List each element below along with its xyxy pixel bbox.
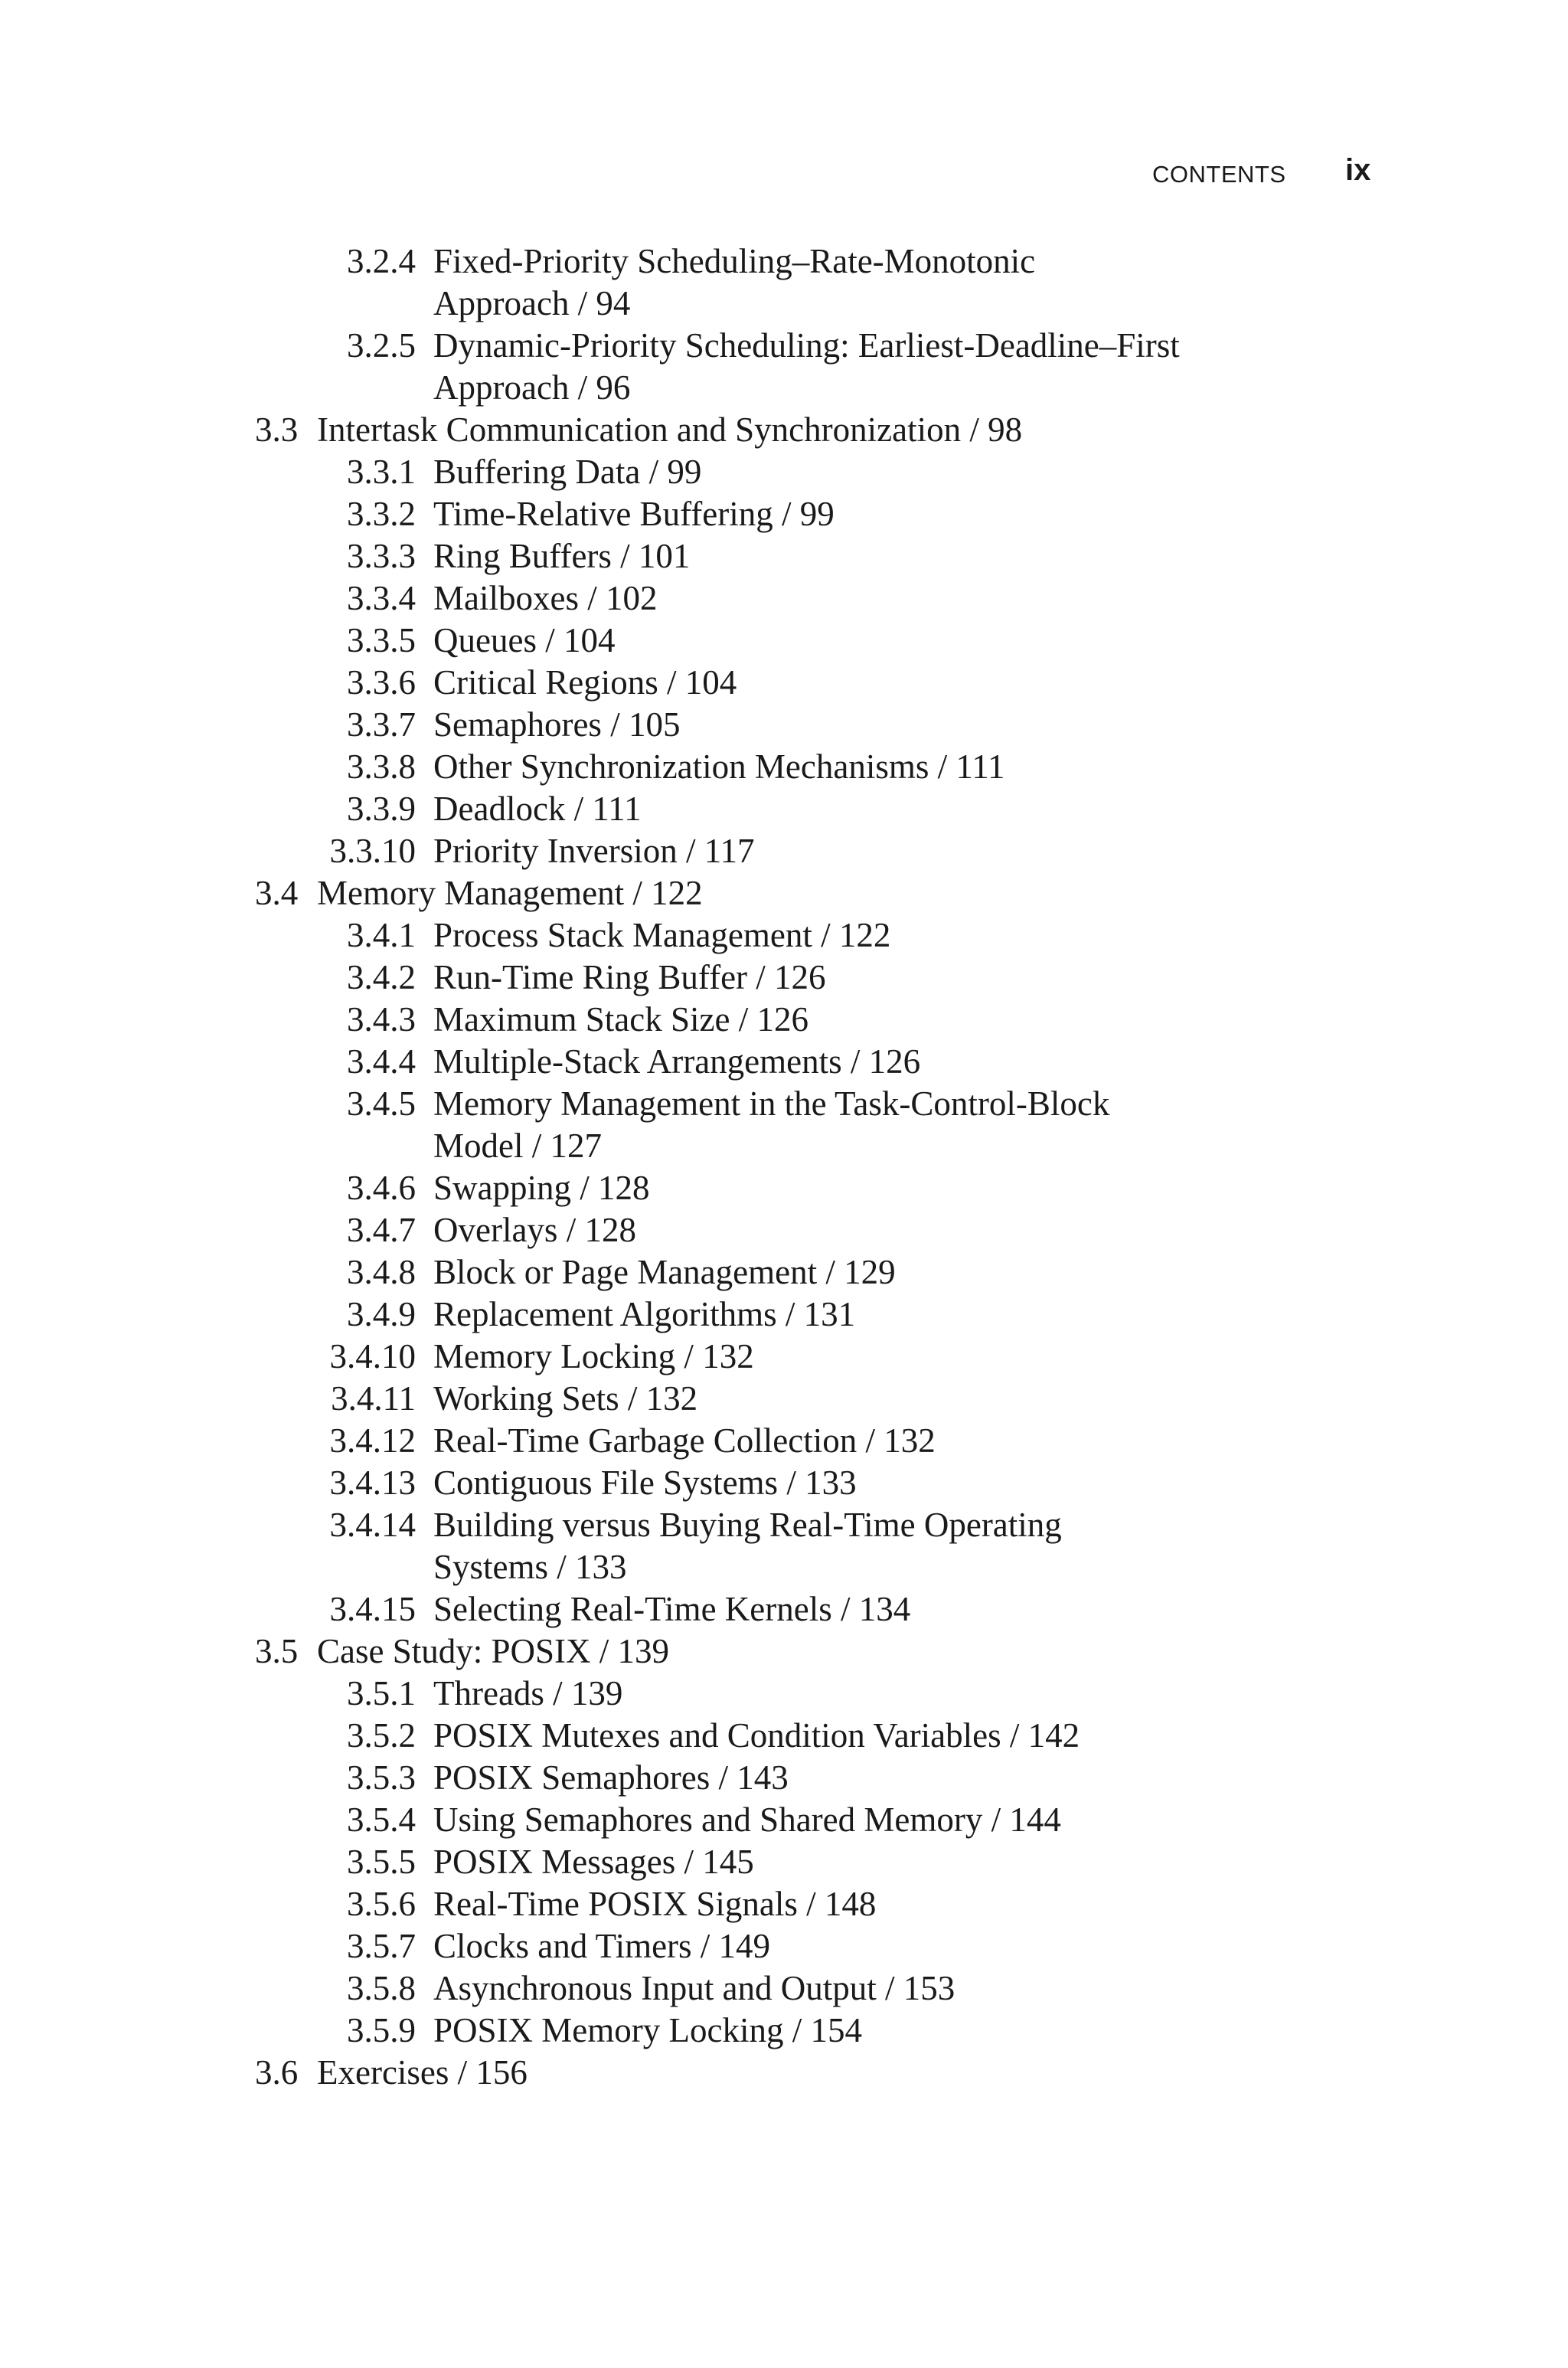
toc-subsection-entry xyxy=(0,493,1568,535)
toc-subsection-entry xyxy=(0,1883,1568,1925)
toc-entry-number: 3.4.14 xyxy=(329,1506,416,1544)
toc-entry-number: 3.4.1 xyxy=(347,916,416,954)
toc-entry-title: Contiguous File Systems / 133 xyxy=(433,1464,857,1502)
toc-entry-number: 3.4.6 xyxy=(347,1169,416,1207)
toc-subsection-entry xyxy=(0,1588,1568,1630)
toc-entry-number: 3.4.7 xyxy=(347,1211,416,1249)
toc-entry-continuation: Approach / 96 xyxy=(433,368,631,407)
toc-subsection-entry xyxy=(0,914,1568,957)
toc-entry-number: 3.5 xyxy=(255,1632,299,1670)
toc-entry-number: 3.3.2 xyxy=(347,495,416,533)
toc-entry-title: POSIX Mutexes and Condition Variables / 142 xyxy=(433,1716,1080,1755)
toc-entry-number: 3.5.4 xyxy=(347,1801,416,1839)
running-head-section-label: CONTENTS xyxy=(1152,161,1286,188)
toc-entry-title: Multiple-Stack Arrangements / 126 xyxy=(433,1042,921,1081)
toc-section-entry xyxy=(0,409,1568,451)
toc-subsection-entry xyxy=(0,1967,1568,2010)
table-of-contents xyxy=(0,240,1568,2094)
toc-entry-number: 3.4.2 xyxy=(347,958,416,996)
toc-entry-number: 3.3.5 xyxy=(347,621,416,659)
toc-entry-title: Threads / 139 xyxy=(433,1674,623,1712)
toc-subsection-entry xyxy=(0,1799,1568,1841)
toc-entry-number: 3.4.13 xyxy=(329,1464,416,1502)
toc-entry-number: 3.3 xyxy=(255,410,299,449)
toc-entry-number: 3.5.8 xyxy=(347,1969,416,2007)
toc-entry-number: 3.5.5 xyxy=(347,1843,416,1881)
toc-entry-number: 3.5.1 xyxy=(347,1674,416,1712)
toc-entry-title: Queues / 104 xyxy=(433,621,616,659)
page-number: ix xyxy=(1345,153,1371,187)
toc-entry-title: Overlays / 128 xyxy=(433,1211,636,1249)
toc-subsection-entry xyxy=(0,240,1568,325)
toc-entry-title: Clocks and Timers / 149 xyxy=(433,1927,771,1965)
toc-entry-title: Memory Locking / 132 xyxy=(433,1337,754,1375)
toc-entry-number: 3.4.10 xyxy=(329,1337,416,1375)
toc-subsection-entry xyxy=(0,1925,1568,1967)
toc-entry-title: Run-Time Ring Buffer / 126 xyxy=(433,958,826,996)
toc-entry-title: Process Stack Management / 122 xyxy=(433,916,891,954)
toc-entry-title: Using Semaphores and Shared Memory / 144 xyxy=(433,1801,1061,1839)
toc-entry-number: 3.3.6 xyxy=(347,663,416,702)
toc-subsection-entry xyxy=(0,1504,1568,1588)
toc-entry-number: 3.4.8 xyxy=(347,1253,416,1291)
toc-entry-title: Semaphores / 105 xyxy=(433,705,681,744)
toc-entry-number: 3.6 xyxy=(255,2053,299,2092)
toc-entry-title: Time-Relative Buffering / 99 xyxy=(433,495,835,533)
toc-entry-number: 3.4.12 xyxy=(329,1421,416,1460)
toc-subsection-entry xyxy=(0,1378,1568,1420)
toc-subsection-entry xyxy=(0,1083,1568,1167)
toc-entry-title: Selecting Real-Time Kernels / 134 xyxy=(433,1590,911,1628)
toc-subsection-entry xyxy=(0,830,1568,872)
toc-entry-title: Working Sets / 132 xyxy=(433,1379,698,1418)
toc-subsection-entry xyxy=(0,1209,1568,1251)
running-head xyxy=(0,153,1568,191)
toc-entry-continuation: Systems / 133 xyxy=(433,1548,627,1586)
toc-subsection-entry xyxy=(0,1167,1568,1209)
toc-entry-number: 3.4.3 xyxy=(347,1000,416,1038)
toc-entry-number: 3.3.4 xyxy=(347,579,416,617)
toc-subsection-entry xyxy=(0,620,1568,662)
toc-entry-title: Fixed-Priority Scheduling–Rate-Monotonic xyxy=(433,242,1036,280)
toc-entry-title: Mailboxes / 102 xyxy=(433,579,658,617)
toc-subsection-entry xyxy=(0,1041,1568,1083)
toc-entry-number: 3.4.9 xyxy=(347,1295,416,1333)
toc-subsection-entry xyxy=(0,1757,1568,1799)
toc-entry-continuation: Model / 127 xyxy=(433,1127,602,1165)
toc-entry-title: POSIX Memory Locking / 154 xyxy=(433,2011,862,2049)
toc-entry-title: POSIX Semaphores / 143 xyxy=(433,1758,789,1797)
toc-entry-number: 3.3.1 xyxy=(347,453,416,491)
toc-subsection-entry xyxy=(0,1715,1568,1757)
toc-entry-number: 3.5.7 xyxy=(347,1927,416,1965)
toc-entry-title: Maximum Stack Size / 126 xyxy=(433,1000,808,1038)
toc-entry-number: 3.3.8 xyxy=(347,747,416,786)
toc-subsection-entry xyxy=(0,957,1568,999)
toc-subsection-entry xyxy=(0,451,1568,493)
toc-entry-title: Building versus Buying Real-Time Operating xyxy=(433,1506,1062,1544)
toc-subsection-entry xyxy=(0,1294,1568,1336)
toc-entry-title: Replacement Algorithms / 131 xyxy=(433,1295,856,1333)
toc-entry-number: 3.3.7 xyxy=(347,705,416,744)
toc-section-entry xyxy=(0,2052,1568,2094)
toc-entry-number: 3.4.5 xyxy=(347,1084,416,1123)
toc-subsection-entry xyxy=(0,325,1568,409)
toc-entry-title: Buffering Data / 99 xyxy=(433,453,702,491)
toc-entry-number: 3.4.11 xyxy=(331,1379,416,1418)
toc-entry-number: 3.3.10 xyxy=(329,832,416,870)
toc-subsection-entry xyxy=(0,662,1568,704)
toc-entry-number: 3.4 xyxy=(255,874,299,912)
toc-entry-title: Deadlock / 111 xyxy=(433,790,642,828)
toc-entry-title: Priority Inversion / 117 xyxy=(433,832,755,870)
toc-entry-title: Memory Management in the Task-Control-Block xyxy=(433,1084,1110,1123)
toc-entry-title: Other Synchronization Mechanisms / 111 xyxy=(433,747,1005,786)
toc-entry-title: Asynchronous Input and Output / 153 xyxy=(433,1969,956,2007)
toc-entry-title: Exercises / 156 xyxy=(317,2053,528,2092)
toc-subsection-entry xyxy=(0,746,1568,788)
toc-entry-title: Real-Time POSIX Signals / 148 xyxy=(433,1885,877,1923)
toc-subsection-entry xyxy=(0,1673,1568,1715)
toc-subsection-entry xyxy=(0,2010,1568,2052)
toc-entry-number: 3.2.5 xyxy=(347,326,416,365)
toc-entry-title: Real-Time Garbage Collection / 132 xyxy=(433,1421,936,1460)
toc-entry-number: 3.2.4 xyxy=(347,242,416,280)
toc-subsection-entry xyxy=(0,1841,1568,1883)
toc-entry-title: Swapping / 128 xyxy=(433,1169,650,1207)
toc-entry-number: 3.4.4 xyxy=(347,1042,416,1081)
toc-subsection-entry xyxy=(0,1251,1568,1294)
toc-entry-continuation: Approach / 94 xyxy=(433,284,631,322)
toc-entry-title: POSIX Messages / 145 xyxy=(433,1843,754,1881)
toc-subsection-entry xyxy=(0,999,1568,1041)
toc-subsection-entry xyxy=(0,1336,1568,1378)
toc-subsection-entry xyxy=(0,535,1568,577)
toc-entry-title: Case Study: POSIX / 139 xyxy=(317,1632,670,1670)
toc-entry-title: Intertask Communication and Synchronization / 98 xyxy=(317,410,1023,449)
toc-entry-title: Memory Management / 122 xyxy=(317,874,703,912)
toc-entry-number: 3.5.6 xyxy=(347,1885,416,1923)
toc-entry-title: Ring Buffers / 101 xyxy=(433,537,691,575)
toc-section-entry xyxy=(0,1630,1568,1673)
toc-subsection-entry xyxy=(0,788,1568,830)
toc-entry-number: 3.4.15 xyxy=(329,1590,416,1628)
toc-section-entry xyxy=(0,872,1568,914)
toc-subsection-entry xyxy=(0,704,1568,746)
toc-subsection-entry xyxy=(0,1420,1568,1462)
toc-entry-title: Dynamic-Priority Scheduling: Earliest-Deadline–First xyxy=(433,326,1180,365)
toc-entry-title: Critical Regions / 104 xyxy=(433,663,737,702)
toc-entry-number: 3.5.9 xyxy=(347,2011,416,2049)
toc-entry-number: 3.3.3 xyxy=(347,537,416,575)
toc-entry-number: 3.3.9 xyxy=(347,790,416,828)
toc-subsection-entry xyxy=(0,577,1568,620)
toc-subsection-entry xyxy=(0,1462,1568,1504)
toc-entry-number: 3.5.2 xyxy=(347,1716,416,1755)
toc-entry-number: 3.5.3 xyxy=(347,1758,416,1797)
toc-entry-title: Block or Page Management / 129 xyxy=(433,1253,896,1291)
